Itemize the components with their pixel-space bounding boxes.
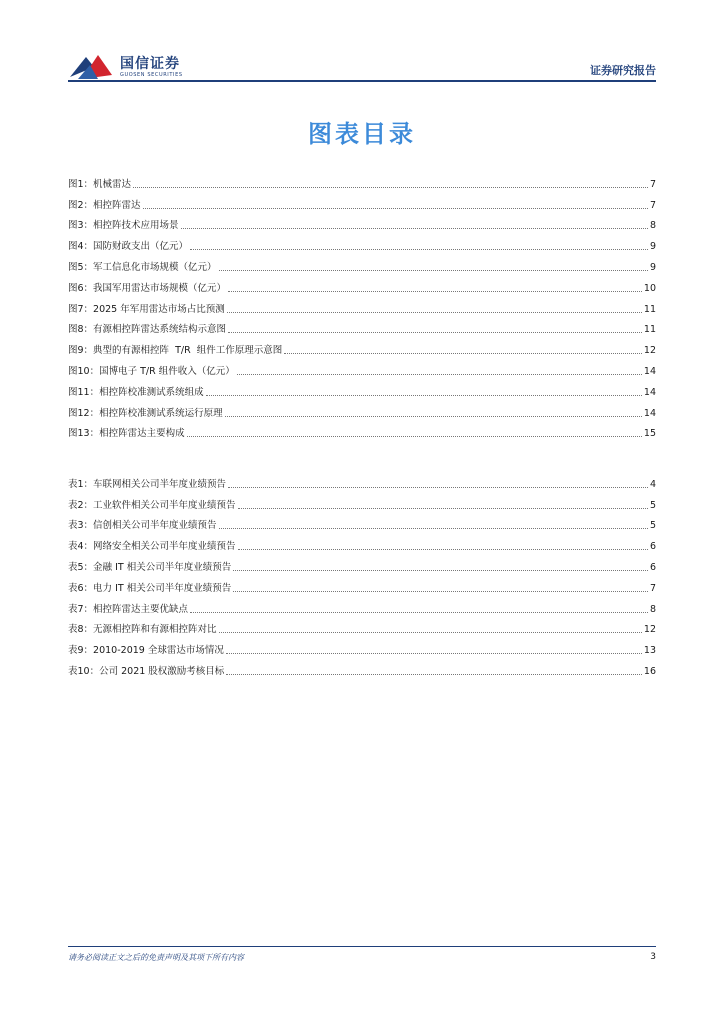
dot-leader: [228, 332, 642, 333]
table-entry[interactable]: [68, 532, 656, 553]
page-title: 图表目录: [308, 120, 416, 148]
figure-list: [68, 170, 656, 440]
footer-divider: [68, 946, 656, 947]
entry-label: 表10：: [68, 665, 100, 677]
table-entry[interactable]: [68, 491, 656, 512]
entry-title: 国博电子 T/R 组件收入（亿元）: [99, 365, 235, 377]
entry-title: 信创相关公司半年度业绩预告: [93, 520, 217, 532]
entry-label: 图1：: [68, 178, 94, 190]
entry-label: 图5：: [68, 261, 94, 273]
dot-leader: [238, 508, 648, 509]
header-divider: [68, 80, 656, 82]
entry-label: 图8：: [68, 324, 94, 336]
dot-leader: [226, 674, 642, 675]
entry-page-number: 12: [643, 345, 656, 357]
entry-title: 军工信息化市场规模（亿元）: [93, 261, 217, 273]
entry-label: 表5：: [68, 561, 94, 573]
entry-page-number: 15: [643, 428, 656, 440]
table-entry[interactable]: [68, 657, 656, 678]
entry-page-number: 14: [643, 365, 656, 377]
entry-label: 图6：: [68, 282, 94, 294]
dot-leader: [206, 395, 642, 396]
dot-leader: [190, 612, 648, 613]
dot-leader: [228, 487, 648, 488]
entry-title: 我国军用雷达市场规模（亿元）: [93, 282, 227, 294]
dot-leader: [226, 653, 642, 654]
dot-leader: [233, 591, 648, 592]
dot-leader: [238, 549, 648, 550]
entry-page-number: 8: [649, 220, 656, 232]
entry-page-number: 9: [649, 241, 656, 253]
figure-entry[interactable]: [68, 212, 656, 233]
entry-label: 图11：: [68, 386, 100, 398]
entry-page-number: 16: [643, 665, 656, 677]
entry-label: 图3：: [68, 220, 94, 232]
figure-entry[interactable]: [68, 399, 656, 420]
entry-page-number: 14: [643, 407, 656, 419]
logo-name-cn: 国信证券: [120, 55, 180, 72]
entry-title: 车联网相关公司半年度业绩预告: [93, 478, 227, 490]
entry-title: 网络安全相关公司半年度业绩预告: [93, 541, 236, 553]
entry-label: 图2：: [68, 199, 94, 211]
figure-entry[interactable]: [68, 295, 656, 316]
entry-title: 有源相控阵雷达系统结构示意图: [93, 324, 227, 336]
table-list: [68, 470, 656, 678]
dot-leader: [187, 436, 642, 437]
dot-leader: [219, 270, 648, 271]
entry-title: 相控阵雷达主要构成: [99, 428, 185, 440]
entry-title: 2025 年军用雷达市场占比预测: [93, 303, 225, 315]
figure-entry[interactable]: [68, 170, 656, 191]
entry-title: 金融 IT 相关公司半年度业绩预告: [93, 561, 232, 573]
figure-entry[interactable]: [68, 378, 656, 399]
dot-leader: [284, 353, 642, 354]
table-entry[interactable]: [68, 512, 656, 533]
entry-page-number: 7: [649, 199, 656, 211]
dot-leader: [219, 528, 648, 529]
entry-label: 图10：: [68, 365, 100, 377]
table-entry[interactable]: [68, 553, 656, 574]
page-number: 3: [650, 952, 656, 962]
entry-page-number: 5: [649, 499, 656, 511]
entry-page-number: 10: [643, 282, 656, 294]
table-entry[interactable]: [68, 616, 656, 637]
dot-leader: [219, 632, 642, 633]
entry-title: 相控阵校准测试系统组成: [99, 386, 204, 398]
dot-leader: [143, 208, 648, 209]
guosen-logo-icon: [68, 51, 116, 83]
entry-page-number: 12: [643, 624, 656, 636]
entry-title: 工业软件相关公司半年度业绩预告: [93, 499, 236, 511]
entry-label: 图13：: [68, 428, 100, 440]
entry-page-number: 4: [649, 478, 656, 490]
table-entry[interactable]: [68, 636, 656, 657]
figure-entry[interactable]: [68, 420, 656, 441]
entry-label: 表2：: [68, 499, 94, 511]
dot-leader: [228, 291, 642, 292]
entry-page-number: 13: [643, 645, 656, 657]
entry-page-number: 7: [649, 582, 656, 594]
dot-leader: [133, 187, 648, 188]
table-entry[interactable]: [68, 574, 656, 595]
entry-page-number: 11: [643, 303, 656, 315]
entry-label: 表4：: [68, 541, 94, 553]
entry-title: 典型的有源相控阵 T/R 组件工作原理示意图: [93, 345, 283, 357]
dot-leader: [233, 570, 648, 571]
entry-title: 相控阵校准测试系统运行原理: [99, 407, 223, 419]
entry-label: 表3：: [68, 520, 94, 532]
dot-leader: [181, 228, 648, 229]
entry-title: 电力 IT 相关公司半年度业绩预告: [93, 582, 232, 594]
entry-label: 图4：: [68, 241, 94, 253]
entry-title: 相控阵雷达: [93, 199, 141, 211]
entry-label: 图9：: [68, 345, 94, 357]
dot-leader: [237, 374, 642, 375]
table-entry[interactable]: [68, 595, 656, 616]
table-entry[interactable]: [68, 470, 656, 491]
entry-label: 表9：: [68, 645, 94, 657]
figure-entry[interactable]: [68, 274, 656, 295]
entry-page-number: 14: [643, 386, 656, 398]
entry-title: 2010-2019 全球雷达市场情况: [93, 645, 224, 657]
figure-entry[interactable]: [68, 232, 656, 253]
entry-title: 机械雷达: [93, 178, 132, 190]
logo-name-en: GUOSEN SECURITIES: [120, 71, 183, 78]
entry-label: 表6：: [68, 582, 94, 594]
entry-page-number: 8: [649, 603, 656, 615]
entry-label: 图12：: [68, 407, 100, 419]
figure-entry[interactable]: [68, 191, 656, 212]
entry-label: 图7：: [68, 303, 94, 315]
entry-page-number: 11: [643, 324, 656, 336]
entry-title: 无源相控阵和有源相控阵对比: [93, 624, 217, 636]
report-type-label: 证券研究报告: [590, 64, 656, 77]
dot-leader: [227, 312, 642, 313]
entry-page-number: 9: [649, 261, 656, 273]
entry-page-number: 6: [649, 541, 656, 553]
dot-leader: [225, 416, 642, 417]
entry-label: 表7：: [68, 603, 94, 615]
entry-label: 表1：: [68, 478, 94, 490]
entry-page-number: 5: [649, 520, 656, 532]
dot-leader: [190, 249, 648, 250]
figure-entry[interactable]: [68, 316, 656, 337]
entry-page-number: 7: [649, 178, 656, 190]
entry-page-number: 6: [649, 561, 656, 573]
entry-title: 相控阵技术应用场景: [93, 220, 179, 232]
figure-entry[interactable]: [68, 357, 656, 378]
entry-label: 表8：: [68, 624, 94, 636]
entry-title: 相控阵雷达主要优缺点: [93, 603, 189, 615]
footer-disclaimer: 请务必阅读正文之后的免责声明及其项下所有内容: [68, 953, 244, 962]
entry-title: 国防财政支出（亿元）: [93, 241, 189, 253]
figure-entry[interactable]: [68, 253, 656, 274]
entry-title: 公司 2021 股权激励考核目标: [99, 665, 225, 677]
figure-entry[interactable]: [68, 336, 656, 357]
company-logo: [68, 50, 183, 84]
